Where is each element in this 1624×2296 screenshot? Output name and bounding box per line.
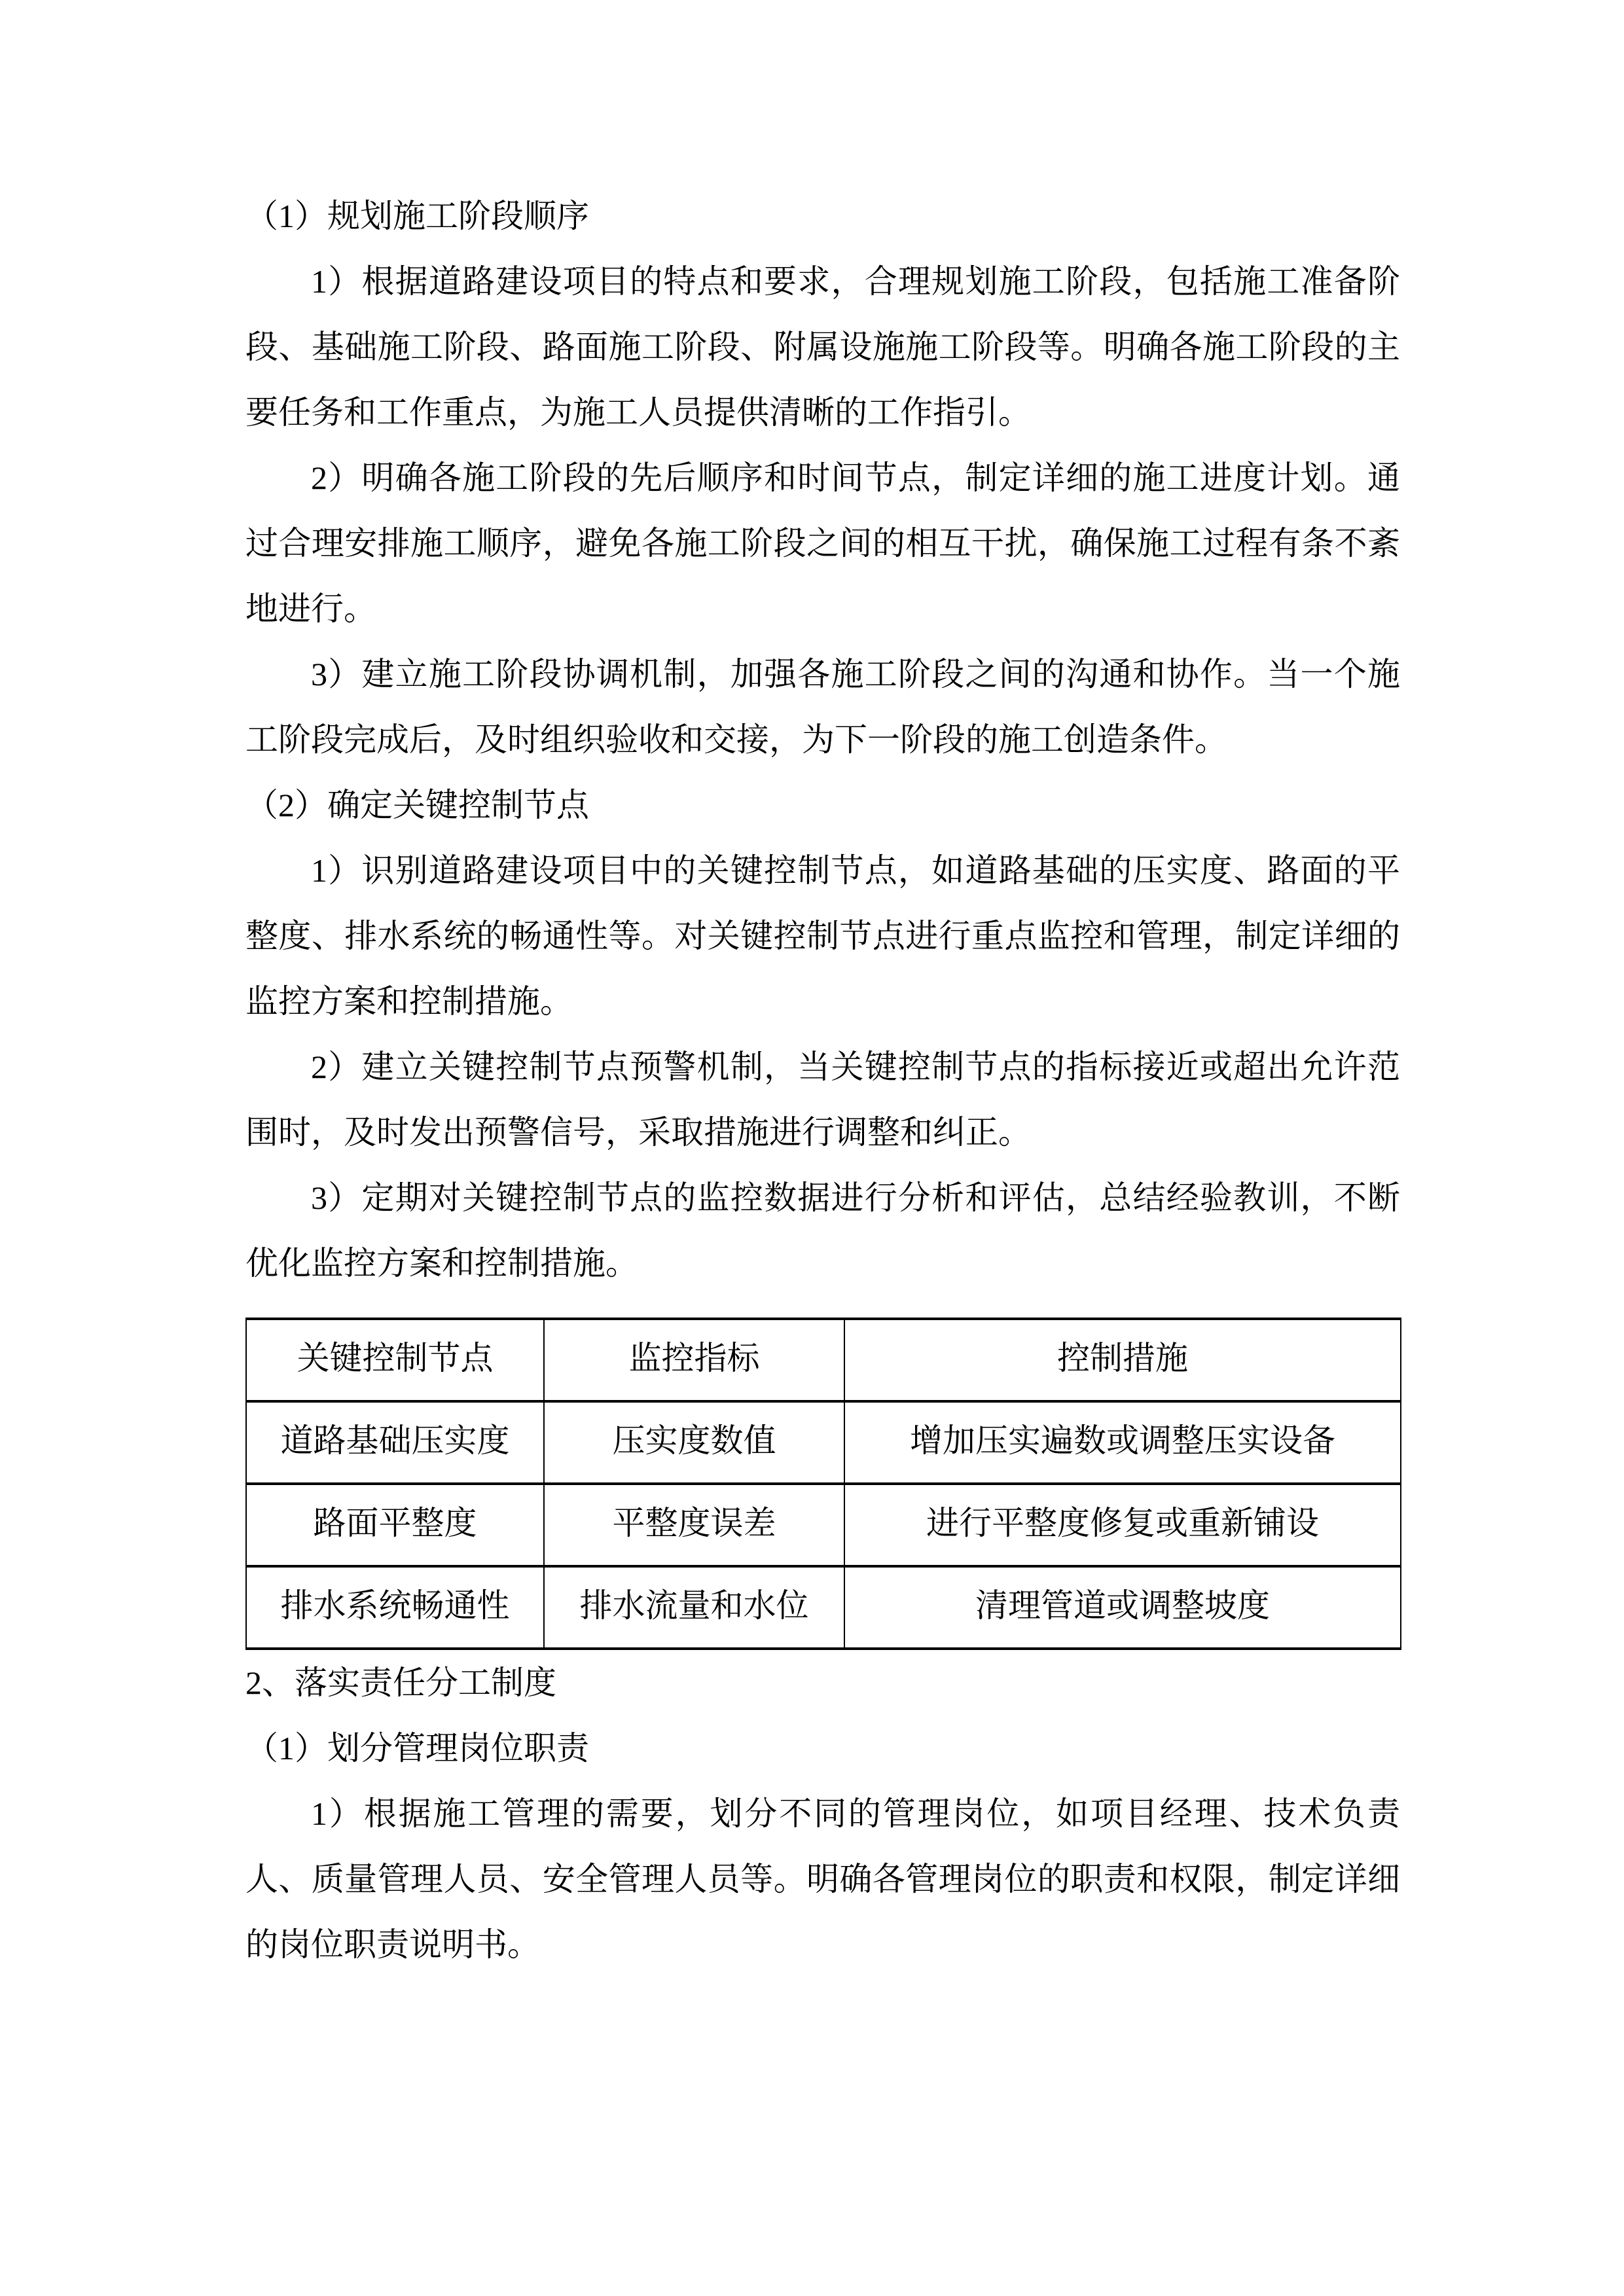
table-header-control-measure: 控制措施 [844,1319,1401,1401]
paragraph-stage-planning-2: 2）明确各施工阶段的先后顺序和时间节点，制定详细的施工进度计划。通过合理安排施工顺序，避免各施工阶段之间的相互干扰，确保施工过程有条不紊地进行。 [245,459,1400,627]
heading-management-post-duties: （1）划分管理岗位职责 [245,1730,589,1767]
table-cell: 平整度误差 [544,1484,844,1566]
table-cell: 排水系统畅通性 [246,1566,544,1649]
table-cell: 增加压实遍数或调整压实设备 [844,1401,1401,1484]
paragraph-stage-planning-3: 3）建立施工阶段协调机制，加强各施工阶段之间的沟通和协作。当一个施工阶段完成后，及时组织验收和交接，为下一阶段的施工创造条件。 [245,656,1400,758]
table-cell: 路面平整度 [246,1484,544,1566]
table-header-control-point: 关键控制节点 [246,1319,544,1401]
paragraph-control-points-3: 3）定期对关键控制节点的监控数据进行分析和评估，总结经验教训，不断优化监控方案和控制措施。 [245,1179,1400,1282]
paragraph-control-points-2: 2）建立关键控制节点预警机制，当关键控制节点的指标接近或超出允许范围时，及时发出预警信号，采取措施进行调整和纠正。 [245,1049,1400,1151]
document-body [245,183,1400,1977]
paragraph-management-posts-1: 1）根据施工管理的需要，划分不同的管理岗位，如项目经理、技术负责人、质量管理人员、安全管理人员等。明确各管理岗位的职责和权限，制定详细的岗位职责说明书。 [245,1795,1400,1963]
table-cell: 排水流量和水位 [544,1566,844,1649]
table-row [246,1566,1401,1649]
table-cell: 压实度数值 [544,1401,844,1484]
table-cell: 进行平整度修复或重新铺设 [844,1484,1401,1566]
heading-responsibility-division: 2、落实责任分工制度 [245,1664,556,1701]
paragraph-stage-planning-1: 1）根据道路建设项目的特点和要求，合理规划施工阶段，包括施工准备阶段、基础施工阶段、路面施工阶段、附属设施施工阶段等。明确各施工阶段的主要任务和工作重点，为施工人员提供清晰的工作指引。 [245,263,1400,431]
paragraph-control-points-1: 1）识别道路建设项目中的关键控制节点，如道路基础的压实度、路面的平整度、排水系统的畅通性等。对关键控制节点进行重点监控和管理，制定详细的监控方案和控制措施。 [245,852,1400,1020]
table-header-row [246,1319,1401,1401]
control-points-table [245,1318,1401,1650]
heading-key-control-points: （2）确定关键控制节点 [245,787,589,823]
table-row [246,1484,1401,1566]
table-row [246,1401,1401,1484]
table-header-monitor-metric: 监控指标 [544,1319,844,1401]
table-cell: 清理管道或调整坡度 [844,1566,1401,1649]
heading-plan-construction-stages: （1）规划施工阶段顺序 [245,198,589,234]
table-cell: 道路基础压实度 [246,1401,544,1484]
